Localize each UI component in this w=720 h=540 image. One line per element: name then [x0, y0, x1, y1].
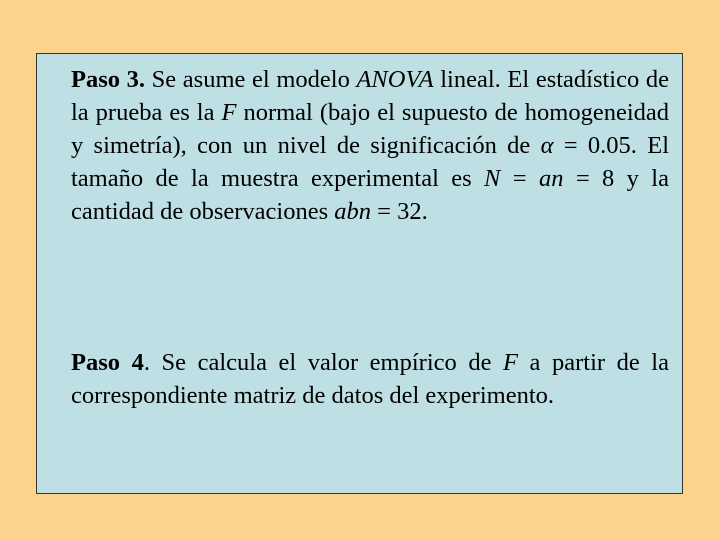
paso-4-text-1: . Se calcula el valor empírico de: [143, 349, 504, 376]
content-box: [36, 53, 683, 494]
paso-4-text-2: a partir de la correspondiente matriz de datos del experimento.: [71, 349, 669, 409]
paso-3-text-2: lineal. El estadístico de la prueba es la: [71, 66, 669, 126]
paso-3-text-6: = 8 y la cantidad de observaciones: [71, 165, 669, 225]
paso-3-text-7: = 32.: [371, 198, 428, 225]
paso-3-paragraph: [71, 63, 669, 228]
abn-symbol: abn: [334, 198, 372, 225]
alpha-symbol: α: [540, 132, 554, 159]
paso-3-text-5: =: [500, 165, 539, 192]
paso-3-text-3: normal (bajo el supuesto de homogeneidad y simetría), con un nivel de significación de: [71, 99, 670, 159]
paso-3-label: Paso 3.: [71, 66, 146, 93]
an-symbol: an: [538, 165, 564, 192]
f-symbol: F: [221, 99, 237, 126]
f-symbol-2: F: [503, 349, 518, 376]
paso-4-label: Paso 4: [71, 349, 144, 376]
paso-3-text-1: Se asume el modelo: [145, 66, 357, 93]
paso-3-text-4: = 0.05. El tamaño de la muestra experimental es: [71, 132, 670, 192]
paso-4-paragraph: [71, 346, 669, 412]
n-symbol: N: [484, 165, 501, 192]
anova-term: ANOVA: [356, 66, 434, 93]
